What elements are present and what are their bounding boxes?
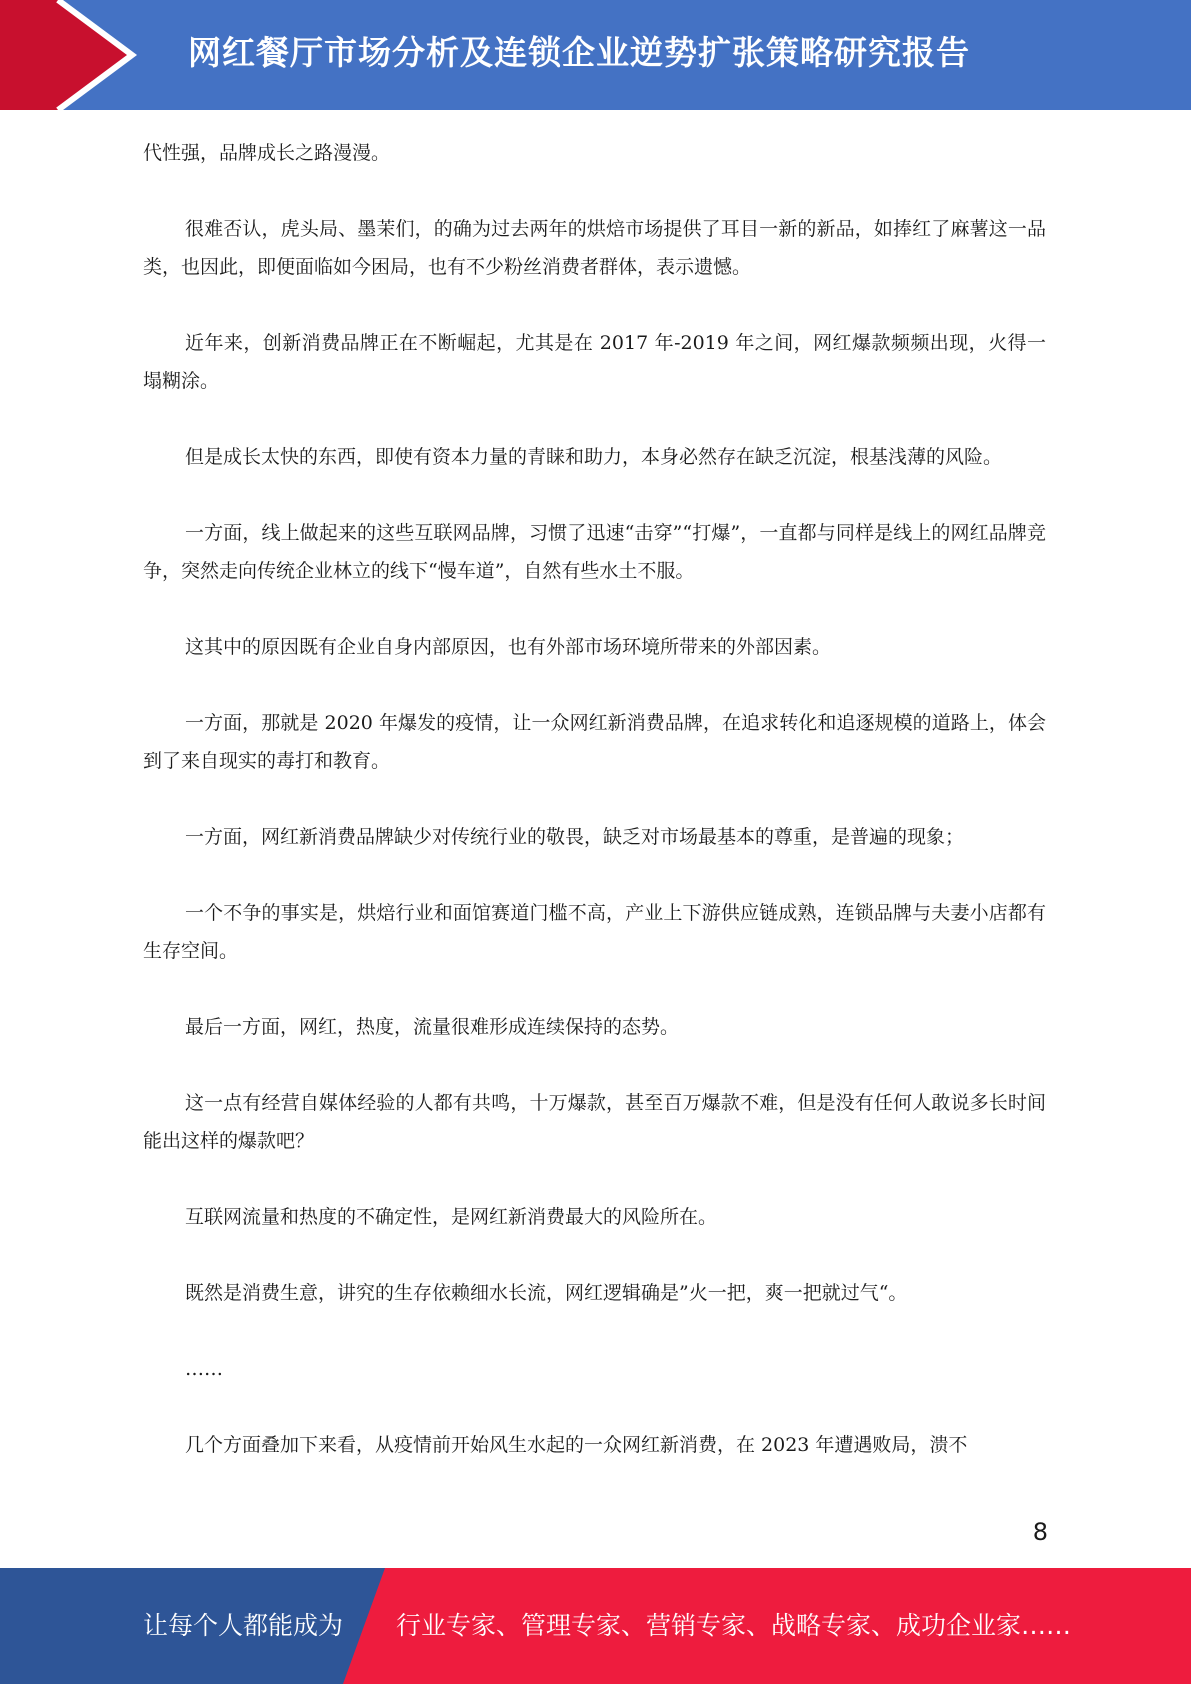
paragraph: 代性强，品牌成长之路漫漫。 [143, 142, 391, 164]
paragraph: 最后一方面，网红，热度，流量很难形成连续保持的态势。 [185, 1016, 680, 1038]
report-title: 网红餐厅市场分析及连锁企业逆势扩张策略研究报告 [188, 33, 970, 72]
paragraph: 几个方面叠加下来看，从疫情前开始风生水起的一众网红新消费，在 2023 年遭遇败局，溃不 [185, 1434, 968, 1456]
paragraph: 这其中的原因既有企业自身内部原因，也有外部市场环境所带来的外部因素。 [185, 636, 832, 658]
footer-slogan-right: 行业专家、管理专家、营销专家、战略专家、成功企业家…… [396, 1611, 1072, 1640]
paragraph: 但是成长太快的东西，即使有资本力量的青睐和助力，本身必然存在缺乏沉淀，根基浅薄的风险。 [185, 446, 1003, 468]
header-red-chevron [0, 0, 132, 110]
paragraph-ellipsis: …… [185, 1358, 223, 1380]
paragraph: 一方面，线上做起来的这些互联网品牌，习惯了迅速“击穿”“打爆”，一直都与同样是线上的网红品牌竞争，突然走向传统企业林立的线下“慢车道”，自然有些水土不服。 [143, 522, 1046, 582]
paragraph: 一方面，那就是 2020 年爆发的疫情，让一众网红新消费品牌，在追求转化和追逐规模的道路上，体会到了来自现实的毒打和教育。 [143, 712, 1046, 772]
paragraph: 既然是消费生意，讲究的生存依赖细水长流，网红逻辑确是”火一把，爽一把就过气“。 [185, 1282, 908, 1304]
paragraph: 一个不争的事实是，烘焙行业和面馆赛道门槛不高，产业上下游供应链成熟，连锁品牌与夫妻小店都有生存空间。 [143, 902, 1046, 962]
paragraph: 一方面，网红新消费品牌缺少对传统行业的敬畏，缺乏对市场最基本的尊重，是普遍的现象； [185, 826, 965, 848]
footer-slogan-left: 让每个人都能成为 [143, 1611, 344, 1640]
header-chevron-decoration [0, 0, 150, 110]
paragraph: 这一点有经营自媒体经验的人都有共鸣，十万爆款，甚至百万爆款不难，但是没有任何人敢说多长时间能出这样的爆款吧？ [143, 1092, 1046, 1152]
page-footer [0, 1568, 1191, 1684]
document-body [143, 134, 1046, 1502]
page-header [0, 0, 1191, 110]
paragraph: 很难否认，虎头局、墨茉们，的确为过去两年的烘焙市场提供了耳目一新的新品，如捧红了麻薯这一品类，也因此，即便面临如今困局，也有不少粉丝消费者群体，表示遗憾。 [143, 218, 1046, 278]
page-number: 8 [1032, 1518, 1048, 1546]
paragraph: 互联网流量和热度的不确定性，是网红新消费最大的风险所在。 [185, 1206, 718, 1228]
paragraph: 近年来，创新消费品牌正在不断崛起，尤其是在 2017 年-2019 年之间，网红爆款频频出现，火得一塌糊涂。 [143, 332, 1046, 392]
